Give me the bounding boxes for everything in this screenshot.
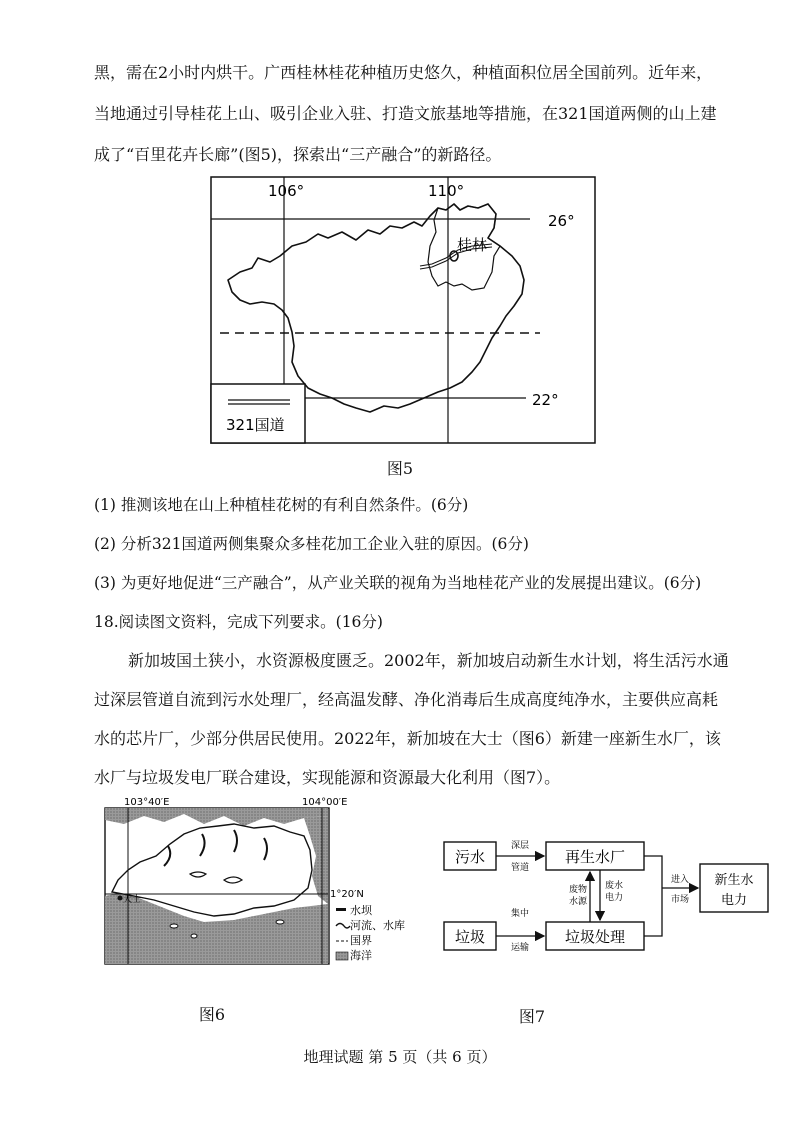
question-17-3: (3) 为更好地促进“三产融合”，从产业关联的视角为当地桂花产业的发展提出建议。(6分) — [94, 574, 702, 592]
intro-line-3: 成了“百里花卉长廊”(图5)，探索出“三产融合”的新路径。 — [94, 145, 502, 164]
label-reclaim-plant: 再生水厂 — [564, 848, 626, 866]
fig5-legend-box — [211, 384, 305, 443]
fig5-lat-22: 22° — [532, 391, 559, 409]
label-deep-pipe-2: 管道 — [510, 863, 530, 873]
label-waste-source-1: 废物 — [568, 885, 588, 895]
figure-7-caption: 图7 — [518, 1007, 546, 1026]
figure-6-caption: 图6 — [198, 1005, 226, 1024]
fig6-place-marker — [118, 896, 123, 901]
label-collect-1: 集中 — [510, 909, 530, 919]
fig6-lon-left: 103°40′E — [124, 797, 170, 808]
label-to-market-1: 进入 — [670, 875, 690, 885]
label-waste-power-1: 废水 — [604, 881, 624, 891]
fig6-legend-sea: 海洋 — [350, 949, 372, 962]
figure-5-map — [210, 176, 596, 444]
label-waste-source-2: 水源 — [568, 897, 588, 907]
fig6-legend-dam: 水坝 — [350, 904, 372, 917]
figure-6-map — [104, 796, 410, 968]
fig6-legend-border: 国界 — [350, 934, 372, 947]
intro-line-1: 黑，需在2小时内烘干。广西桂林桂花种植历史悠久，种植面积位居全国前列。近年来， — [94, 63, 713, 82]
fig6-legend-river: 河流、水库 — [350, 919, 405, 932]
label-garbage-process: 垃圾处理 — [564, 928, 626, 946]
fig6-lat: 1°20′N — [330, 889, 364, 900]
label-output-water: 新生水 — [714, 873, 754, 888]
fig5-city-guilin: 桂林 — [457, 236, 488, 254]
fig6-place-label: 大士 — [123, 895, 142, 905]
label-waste-power-2: 电力 — [604, 893, 624, 903]
q18-para-line-2: 过深层管道自流到污水处理厂，经高温发酵、净化消毒后生成高度纯净水，主要供应高耗 — [94, 690, 719, 709]
question-18-title: 18.阅读图文资料，完成下列要求。(16分) — [94, 613, 383, 631]
figure-5-caption: 图5 — [386, 459, 414, 478]
label-output-power: 电力 — [720, 893, 748, 908]
q18-para-line-4: 水厂与垃圾发电厂联合建设，实现能源和资源最大化利用（图7）。 — [94, 768, 561, 787]
fig6-lon-right: 104°00′E — [302, 797, 348, 808]
page-footer: 地理试题 第 5 页（共 6 页） — [303, 1048, 497, 1066]
fig5-lon-110: 110° — [428, 182, 465, 200]
question-17-2: (2) 分析321国道两侧集聚众多桂花加工企业入驻的原因。(6分) — [94, 535, 529, 553]
fig5-lon-106: 106° — [268, 182, 305, 200]
label-wastewater: 污水 — [454, 848, 486, 866]
fig5-lat-26: 26° — [548, 212, 575, 230]
label-garbage: 垃圾 — [454, 928, 486, 946]
label-to-market-2: 市场 — [670, 895, 690, 905]
q18-para-line-3: 水的芯片厂，少部分供居民使用。2022年，新加坡在大士（图6）新建一座新生水厂，该 — [94, 729, 721, 748]
fig5-legend-label: 321国道 — [226, 416, 285, 434]
intro-line-2: 当地通过引导桂花上山、吸引企业入驻、打造文旅基地等措施，在321国道两侧的山上建 — [94, 104, 717, 123]
figure-7-diagram — [440, 826, 776, 976]
label-collect-2: 运输 — [510, 943, 530, 953]
q18-para-line-1: 新加坡国土狭小，水资源极度匮乏。2002年，新加坡启动新生水计划，将生活污水通 — [128, 651, 729, 670]
label-deep-pipe-1: 深层 — [510, 841, 530, 851]
question-17-1: (1) 推测该地在山上种植桂花树的有利自然条件。(6分) — [94, 496, 469, 514]
